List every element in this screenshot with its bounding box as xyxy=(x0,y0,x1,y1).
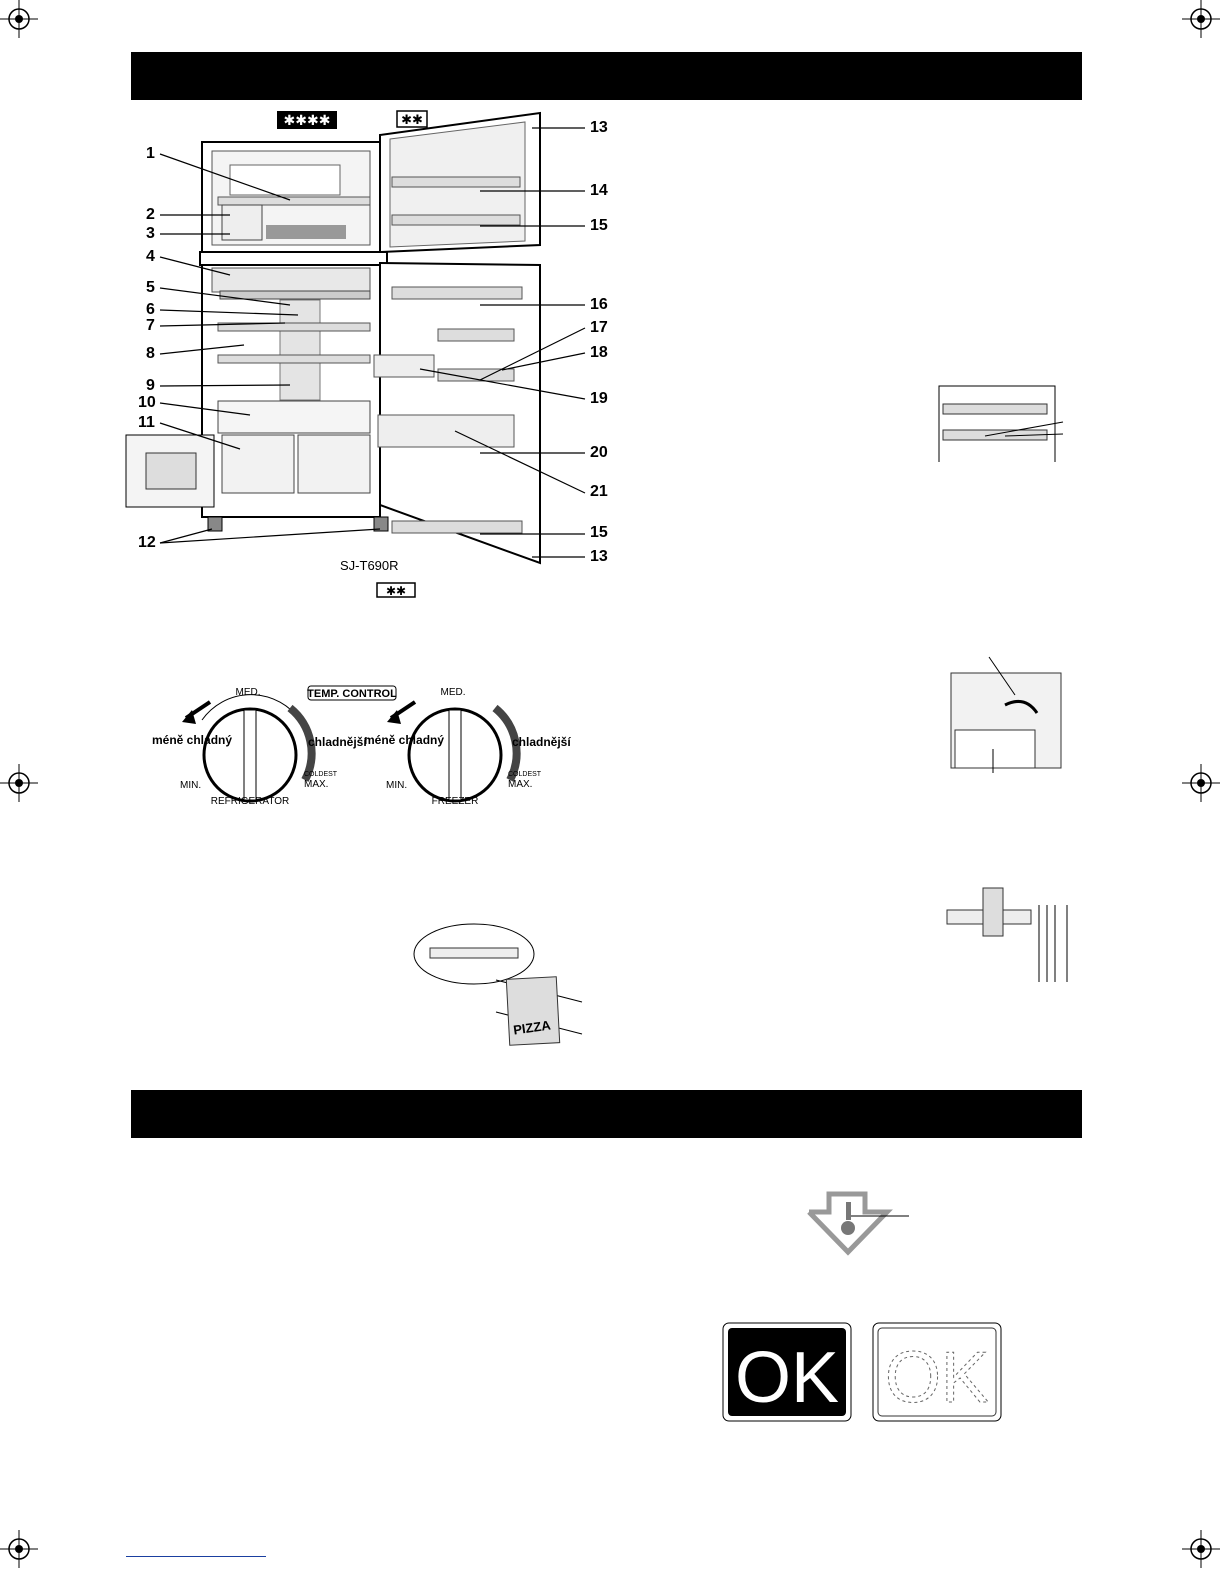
section-header-bar xyxy=(131,52,1082,100)
callout-number: 1 xyxy=(146,145,155,162)
svg-text:COLDEST: COLDEST xyxy=(304,771,338,778)
registration-mark-icon xyxy=(0,764,38,802)
registration-mark-icon xyxy=(0,1530,38,1568)
svg-text:MED.: MED. xyxy=(235,687,261,698)
registration-mark-icon xyxy=(1182,0,1220,38)
freezer-star-icon xyxy=(277,111,337,129)
svg-text:MAX.: MAX. xyxy=(508,779,533,790)
svg-text:chladnější: chladnější xyxy=(308,735,367,749)
registration-mark-icon xyxy=(1182,1530,1220,1568)
callout-number: 13 xyxy=(590,119,608,136)
svg-text:chladnější: chladnější xyxy=(512,735,571,749)
model-label: SJ-T690R xyxy=(340,558,399,573)
callout-number: 15 xyxy=(590,524,608,541)
svg-text:PIZZA: PIZZA xyxy=(512,1017,552,1038)
ok-indicator-dark xyxy=(722,1322,854,1424)
registration-mark-icon xyxy=(1182,764,1220,802)
ice-tray-illustration xyxy=(945,655,1075,775)
fridge-diagram xyxy=(130,105,620,605)
section-header-bar xyxy=(131,1090,1082,1138)
callout-number: 18 xyxy=(590,344,608,361)
callout-number: 6 xyxy=(146,301,155,318)
svg-text:REFRIGERATOR: REFRIGERATOR xyxy=(210,796,290,807)
svg-text:TEMP. CONTROL: TEMP. CONTROL xyxy=(307,688,397,700)
callout-number: 12 xyxy=(138,534,156,551)
svg-text:FREEZER: FREEZER xyxy=(431,796,479,807)
callout-number: 3 xyxy=(146,225,155,242)
registration-mark-icon xyxy=(0,0,38,38)
callout-number: 8 xyxy=(146,345,155,362)
freezer-star-icon xyxy=(397,111,427,127)
callout-number: 14 xyxy=(590,182,608,199)
callout-number: 10 xyxy=(138,394,156,411)
callout-number: 17 xyxy=(590,319,608,336)
callout-number: 20 xyxy=(590,444,608,461)
bottle-holder-illustration xyxy=(945,880,1075,985)
callout-number: 13 xyxy=(590,548,608,565)
temp-control-dials xyxy=(140,680,580,815)
callout-number: 4 xyxy=(146,248,155,265)
svg-text:✱✱: ✱✱ xyxy=(385,584,407,598)
callout-number: 5 xyxy=(146,279,155,296)
pizza-shelf-illustration xyxy=(412,922,592,1062)
callout-number: 16 xyxy=(590,296,608,313)
svg-text:MAX.: MAX. xyxy=(304,779,329,790)
callout-number: 11 xyxy=(138,414,155,431)
callout-number: 7 xyxy=(146,317,155,334)
footer-rule xyxy=(126,1556,266,1557)
svg-text:OK: OK xyxy=(734,1338,840,1418)
callout-number: 9 xyxy=(146,377,155,394)
ok-indicator-outline xyxy=(872,1322,1004,1424)
thermometer-warning-icon xyxy=(805,1190,915,1260)
callout-number: 21 xyxy=(590,483,608,500)
svg-text:MIN.: MIN. xyxy=(386,780,408,791)
freezer-star-icon xyxy=(376,582,418,600)
svg-text:✱✱✱✱: ✱✱✱✱ xyxy=(283,112,331,128)
svg-text:MIN.: MIN. xyxy=(180,780,202,791)
svg-text:méně chladný: méně chladný xyxy=(364,733,445,747)
svg-text:COLDEST: COLDEST xyxy=(508,771,542,778)
callout-number: 19 xyxy=(590,390,608,407)
door-shelf-illustration xyxy=(935,384,1065,464)
callout-number: 15 xyxy=(590,217,608,234)
svg-text:OK: OK xyxy=(884,1338,990,1418)
callout-number: 2 xyxy=(146,206,155,223)
svg-text:MED.: MED. xyxy=(440,687,466,698)
svg-text:✱✱: ✱✱ xyxy=(401,112,423,127)
svg-text:méně chladný: méně chladný xyxy=(152,733,233,747)
